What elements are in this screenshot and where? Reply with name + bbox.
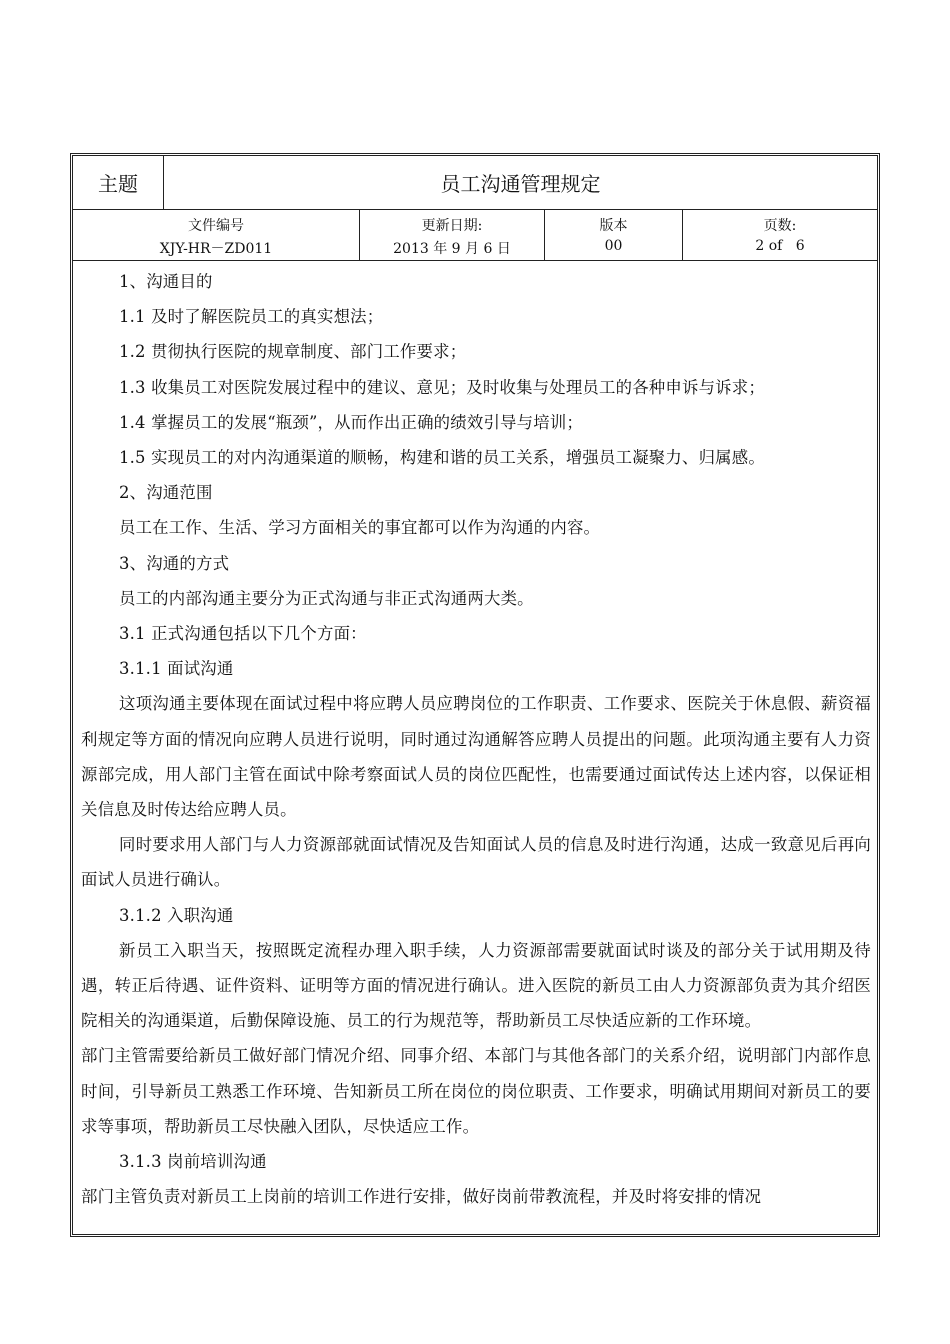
page-count-cell [683, 210, 877, 260]
version-value: 00 [604, 238, 623, 254]
section-heading: 1、沟通目的 [119, 272, 213, 291]
document-body [81, 264, 871, 1214]
subject-label: 主题 [73, 156, 164, 209]
document-frame [70, 153, 880, 1237]
paragraph: 同时要求用人部门与人力资源部就面试情况及告知面试人员的信息及时进行沟通，达成一致意见后再向面试人员进行确认。 [81, 835, 871, 890]
paragraph: 部门主管负责对新员工上岗前的培训工作进行安排，做好岗前带教流程，并及时将安排的情况 [81, 1187, 762, 1207]
paragraph: 1.1 及时了解医院员工的真实想法； [119, 307, 384, 327]
header-row [73, 156, 877, 210]
doc-number-value: XJY-HR－ZD011 [159, 241, 273, 257]
section-heading: 2、沟通范围 [119, 483, 213, 503]
paragraph: 新员工入职当天，按照既定流程办理入职手续，人力资源部需要就面试时谈及的部分关于试用期及待遇，转正后待遇、证件资料、证明等方面的情况进行确认。进入医院的新员工由人力资源部负责为其介绍医院相关的沟通渠道，后勤保障设施、员工的行为规范等，帮助新员工尽快适应新的工作环境。 [81, 940, 871, 1031]
subsection-heading: 3.1.1 面试沟通 [119, 659, 234, 679]
document-title: 员工沟通管理规定 [440, 172, 601, 196]
subsection-heading: 3.1.3 岗前培训沟通 [119, 1152, 267, 1172]
paragraph: 部门主管需要给新员工做好部门情况介绍、同事介绍、本部门与其他各部门的关系介绍，说明部门内部作息时间，引导新员工熟悉工作环境、告知新员工所在岗位的岗位职责、工作要求，明确试用期间对新员工的要求等事项，帮助新员工尽快融入团队，尽快适应工作。 [81, 1046, 871, 1136]
subsection-heading: 3.1.2 入职沟通 [119, 905, 234, 925]
doc-number-cell [73, 210, 360, 260]
update-date-value: 2013 年 9 月 6 日 [393, 241, 511, 257]
update-date-label: 更新日期: [421, 218, 483, 234]
paragraph: 这项沟通主要体现在面试过程中将应聘人员应聘岗位的工作职责、工作要求、医院关于休息假、薪资福利规定等方面的情况向应聘人员进行说明，同时通过沟通解答应聘人员提出的问题。此项沟通主要有人力资源部完成，用人部门主管在面试中除考察面试人员的岗位匹配性，也需要通过面试传达上述内容，以保证相关信息及时传达给应聘人员。 [81, 694, 871, 820]
subsection-heading: 3.1 正式沟通包括以下几个方面： [119, 624, 367, 644]
paragraph: 1.5 实现员工的对内沟通渠道的顺畅，构建和谐的员工关系，增强员工凝聚力、归属感。 [119, 448, 765, 468]
section-heading: 3、沟通的方式 [119, 553, 230, 573]
paragraph: 员工的内部沟通主要分为正式沟通与非正式沟通两大类。 [119, 588, 534, 608]
paragraph: 1.2 贯彻执行医院的规章制度、部门工作要求； [119, 342, 467, 362]
update-date-cell [360, 210, 545, 260]
paragraph: 1.4 掌握员工的发展“瓶颈”，从而作出正确的绩效引导与培训； [119, 412, 583, 432]
page-count-value: 2 of 6 [755, 238, 805, 254]
meta-row [73, 210, 877, 261]
version-cell [545, 210, 683, 260]
paragraph: 1.3 收集员工对医院发展过程中的建议、意见；及时收集与处理员工的各种申诉与诉求； [119, 377, 765, 397]
version-label: 版本 [599, 218, 628, 234]
paragraph: 员工在工作、生活、学习方面相关的事宜都可以作为沟通的内容。 [119, 518, 601, 538]
page-count-label: 页数: [763, 218, 797, 234]
doc-number-label: 文件编号 [188, 218, 244, 234]
